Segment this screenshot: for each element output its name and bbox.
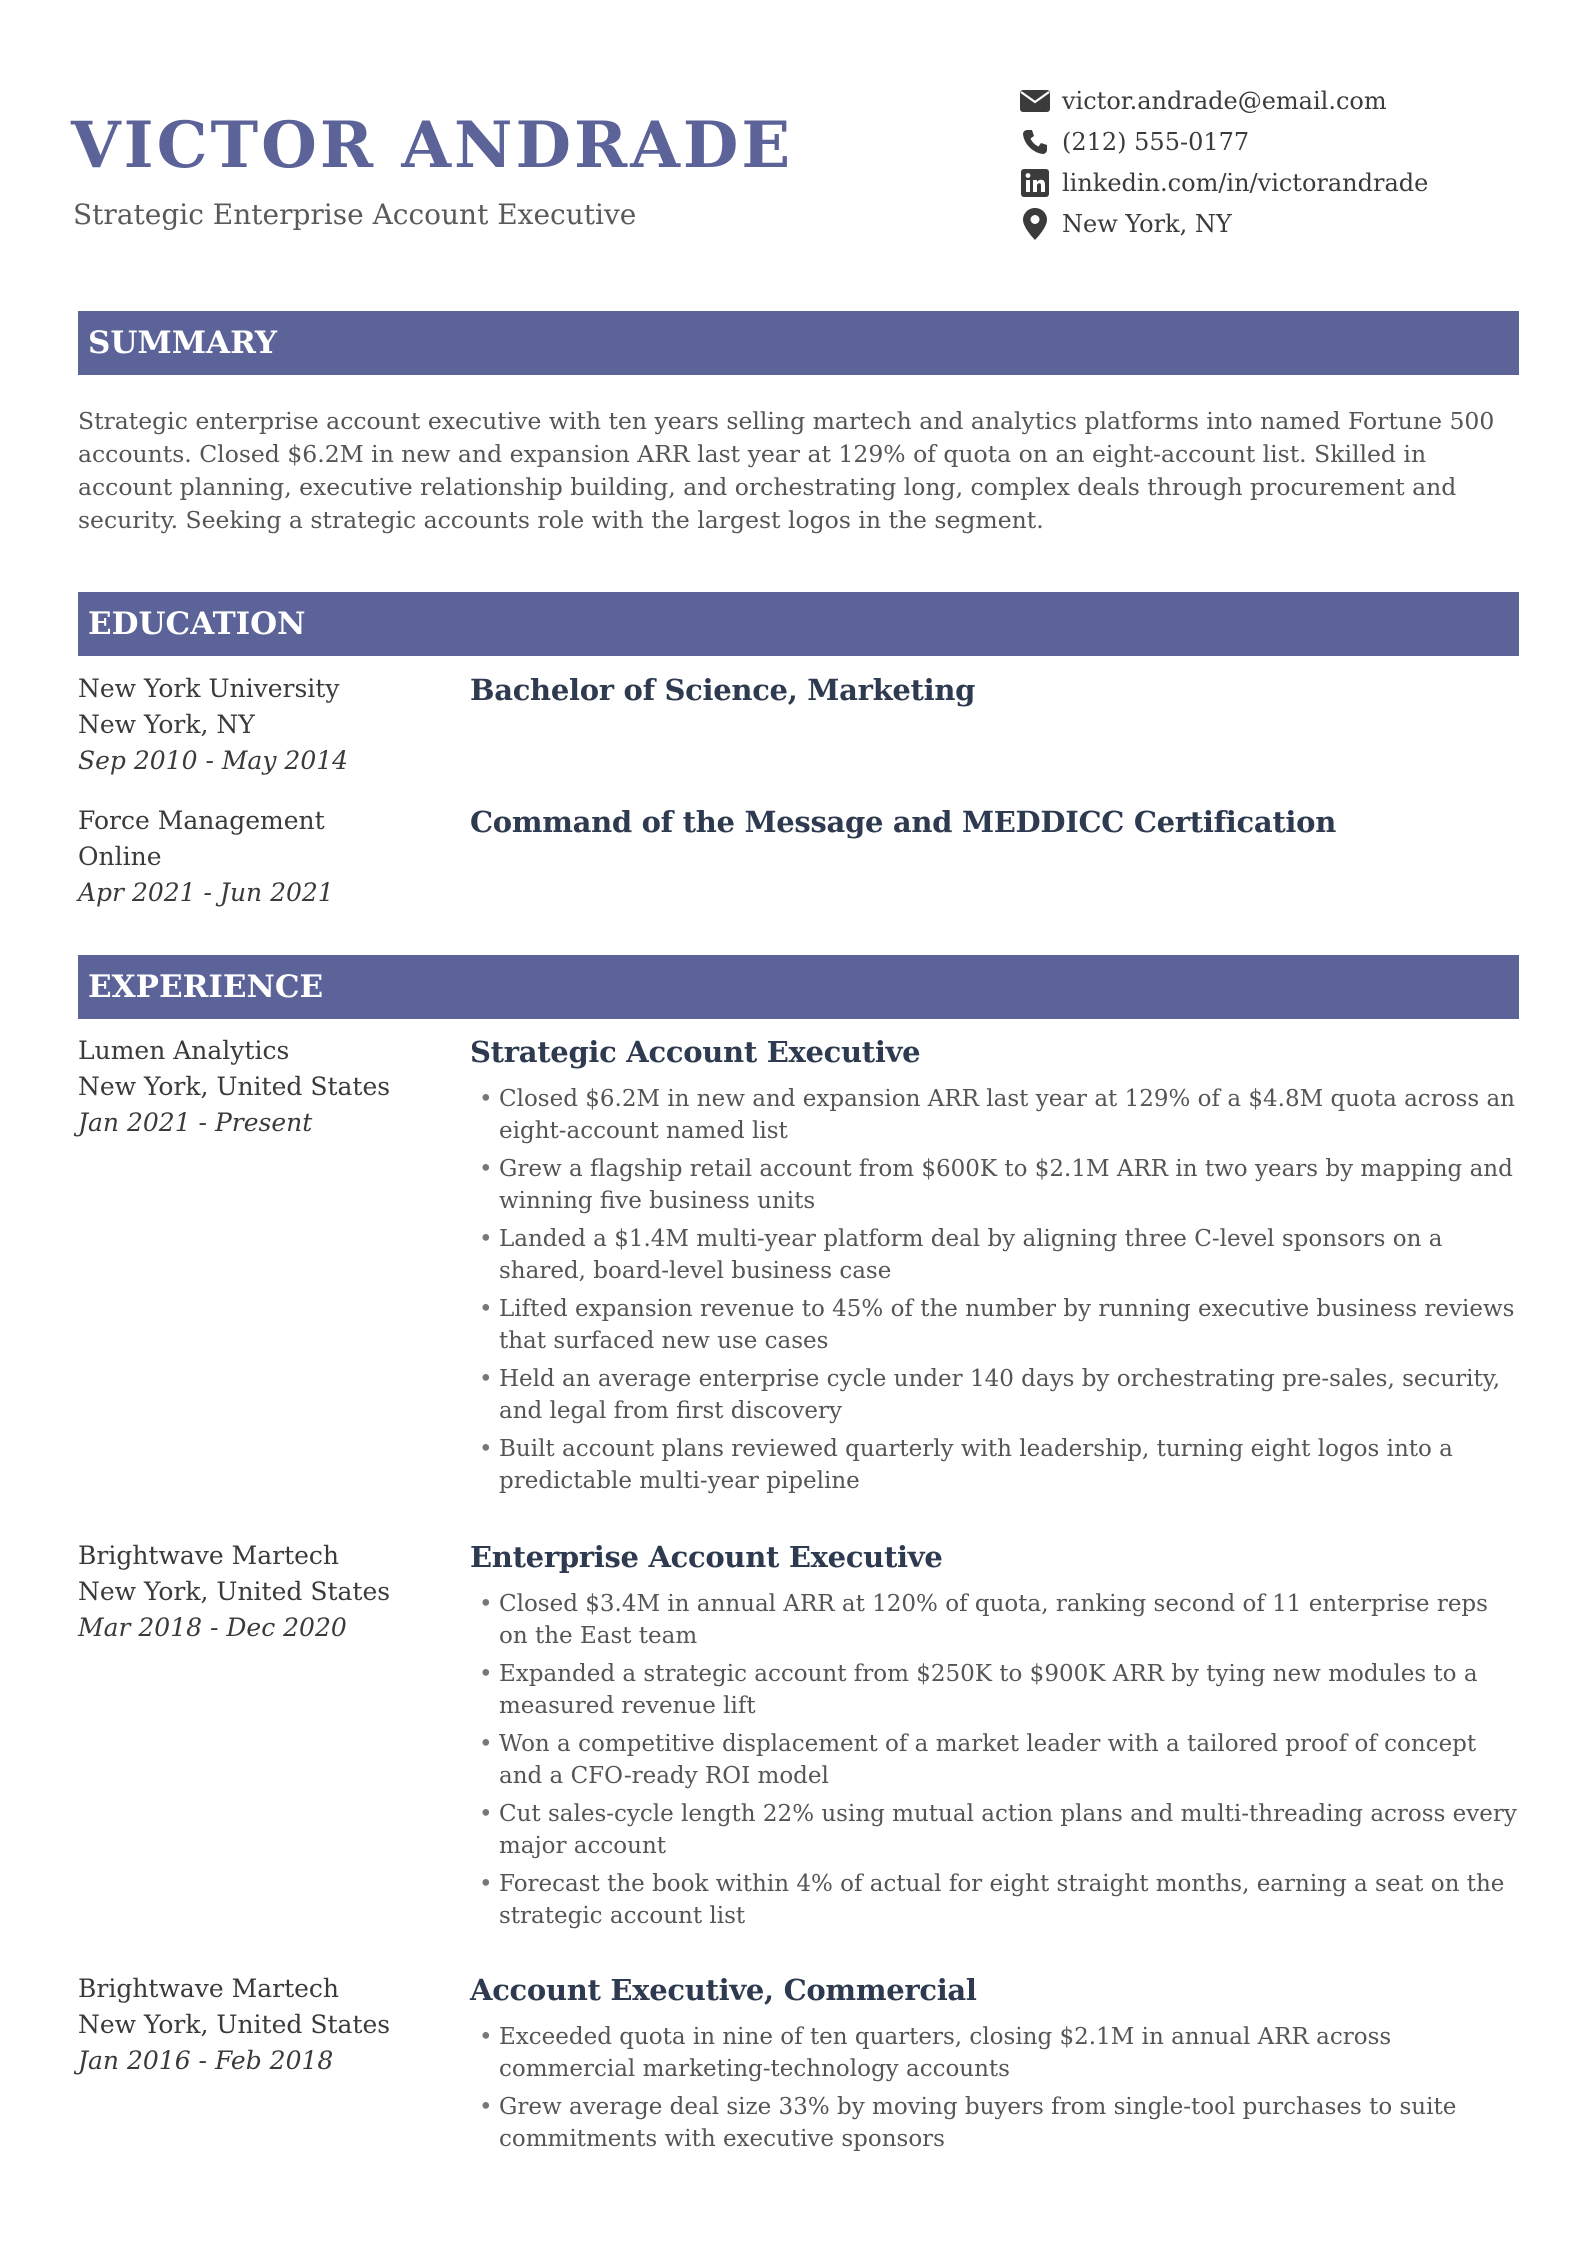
summary-heading: SUMMARY bbox=[88, 325, 278, 361]
experience-heading: EXPERIENCE bbox=[88, 969, 324, 1005]
job-title: Strategic Account Executive bbox=[470, 1035, 921, 1069]
summary-section-header bbox=[78, 311, 1519, 375]
institution-location: Online bbox=[78, 842, 162, 871]
job-dates: Jan 2021 - Present bbox=[78, 1108, 313, 1137]
bullet-item: • Built account plans reviewed quarterly with leadership, turning eight logos into a predictable multi-year pipeline bbox=[479, 1436, 1453, 1494]
job-title: Account Executive, Commercial bbox=[470, 1973, 977, 2007]
bullet-item: • Exceeded quota in nine of ten quarters, closing $2.1M in annual ARR across commercial marketing-technology accounts bbox=[479, 2024, 1392, 2082]
company-name: Lumen Analytics bbox=[78, 1036, 290, 1065]
job-title: Enterprise Account Executive bbox=[470, 1540, 943, 1574]
contact-email-text: victor.andrade@email.com bbox=[1062, 86, 1387, 115]
candidate-title: Strategic Enterprise Account Executive bbox=[73, 198, 637, 231]
institution-location: New York, NY bbox=[78, 710, 255, 739]
education-entry-1-meta bbox=[78, 671, 458, 779]
job-dates: Jan 2016 - Feb 2018 bbox=[78, 2046, 334, 2075]
bullet-item: • Held an average enterprise cycle under 140 days by orchestrating pre-sales, security, and legal from first discovery bbox=[479, 1366, 1501, 1424]
company-name: Brightwave Martech bbox=[78, 1974, 340, 2003]
contact-list bbox=[1018, 80, 1428, 244]
experience-section-header bbox=[78, 955, 1519, 1019]
job-2-meta bbox=[78, 1538, 458, 1646]
education-dates: Sep 2010 - May 2014 bbox=[78, 746, 349, 775]
company-name: Brightwave Martech bbox=[78, 1541, 340, 1570]
bullet-item: • Lifted expansion revenue to 45% of the number by running executive business reviews that surfaced new use cases bbox=[479, 1296, 1515, 1354]
bullet-item: • Closed $3.4M in annual ARR at 120% of quota, ranking second of 11 enterprise reps on the East team bbox=[479, 1591, 1488, 1649]
company-location: New York, United States bbox=[78, 1072, 391, 1101]
map-pin-icon bbox=[1018, 208, 1052, 240]
bullet-item: • Forecast the book within 4% of actual for eight straight months, earning a seat on the strategic account list bbox=[479, 1871, 1505, 1929]
summary-text: Strategic enterprise account executive with ten years selling martech and analytics platforms into named Fortune 500 accounts. Closed $6.2M in new and expansion ARR last year at 129% of quota on an eight-account list. Skilled in account planning, executive relationship building, and orchestrating long, complex deals through procurement and security. Seeking a strategic accounts role with the largest logos in the segment. bbox=[78, 407, 1495, 534]
contact-location-text: New York, NY bbox=[1062, 209, 1232, 238]
bullet-item: • Grew a flagship retail account from $600K to $2.1M ARR in two years by mapping and winning five business units bbox=[479, 1156, 1513, 1214]
contact-email[interactable] bbox=[1018, 80, 1428, 121]
job-2 bbox=[470, 1540, 1520, 1938]
bullet-item: • Landed a $1.4M multi-year platform deal by aligning three C-level sponsors on a shared, board-level business case bbox=[479, 1226, 1443, 1284]
education-heading: EDUCATION bbox=[88, 606, 306, 642]
education-entry-2 bbox=[470, 805, 1520, 839]
contact-phone[interactable] bbox=[1018, 121, 1428, 162]
education-entry-2-meta bbox=[78, 803, 458, 911]
contact-linkedin[interactable] bbox=[1018, 162, 1428, 203]
job-3-meta bbox=[78, 1971, 458, 2079]
bullet-item: • Cut sales-cycle length 22% using mutual action plans and multi-threading across every major account bbox=[479, 1801, 1517, 1859]
education-entry-1 bbox=[470, 673, 1520, 707]
envelope-icon bbox=[1018, 85, 1052, 117]
bullet-item: • Won a competitive displacement of a market leader with a tailored proof of concept and a CFO-ready ROI model bbox=[479, 1731, 1477, 1789]
job-3 bbox=[470, 1973, 1520, 2161]
education-dates: Apr 2021 - Jun 2021 bbox=[78, 878, 334, 907]
contact-phone-text: (212) 555-0177 bbox=[1062, 127, 1250, 156]
contact-location bbox=[1018, 203, 1428, 244]
job-bullets bbox=[470, 1588, 1520, 1932]
bullet-item: • Closed $6.2M in new and expansion ARR last year at 129% of a $4.8M quota across an eight-account named list bbox=[479, 1086, 1515, 1144]
company-location: New York, United States bbox=[78, 1577, 391, 1606]
bullet-item: • Expanded a strategic account from $250K to $900K ARR by tying new modules to a measured revenue lift bbox=[479, 1661, 1478, 1719]
job-dates: Mar 2018 - Dec 2020 bbox=[78, 1613, 347, 1642]
degree-title: Bachelor of Science, Marketing bbox=[470, 673, 976, 707]
job-bullets bbox=[470, 1083, 1520, 1497]
education-section-header bbox=[78, 592, 1519, 656]
contact-linkedin-text: linkedin.com/in/victorandrade bbox=[1062, 168, 1429, 197]
institution: New York University bbox=[78, 674, 340, 703]
linkedin-icon bbox=[1018, 167, 1052, 199]
company-location: New York, United States bbox=[78, 2010, 391, 2039]
degree-title: Command of the Message and MEDDICC Certification bbox=[470, 805, 1336, 839]
candidate-name: VICTOR ANDRADE bbox=[71, 108, 794, 183]
job-1-meta bbox=[78, 1033, 458, 1141]
phone-icon bbox=[1018, 126, 1052, 158]
institution: Force Management bbox=[78, 806, 325, 835]
bullet-item: • Grew average deal size 33% by moving buyers from single-tool purchases to suite commitments with executive sponsors bbox=[479, 2094, 1457, 2152]
job-bullets bbox=[470, 2021, 1520, 2155]
job-1 bbox=[470, 1035, 1520, 1503]
